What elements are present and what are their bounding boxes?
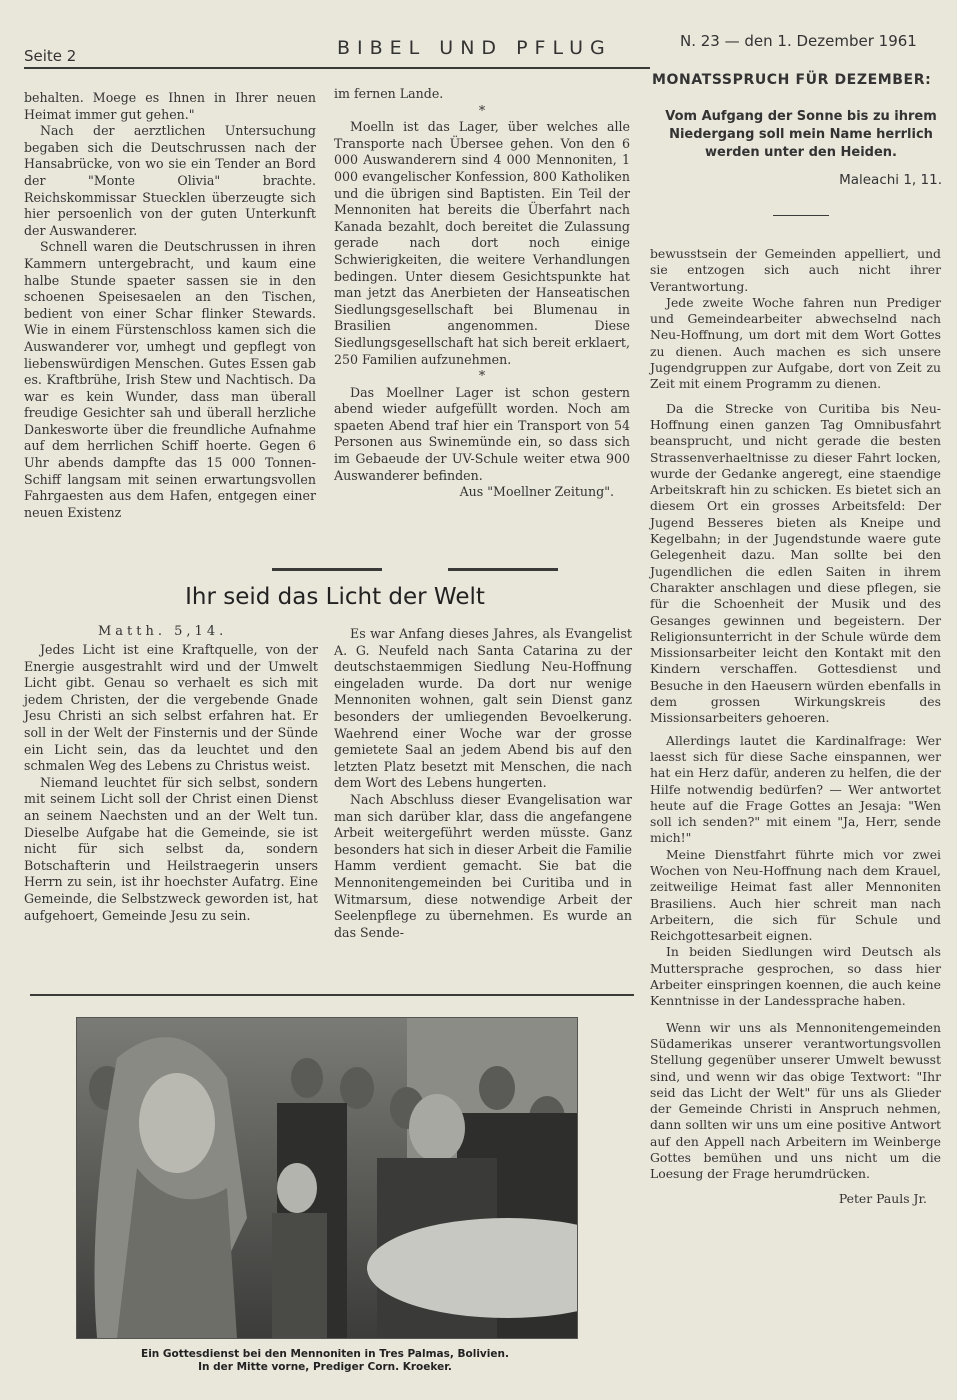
article-headline: Ihr seid das Licht der Welt [185, 584, 485, 610]
paragraph: Schnell waren die Deutschrussen in ihren Kammern untergebracht, und kaum eine halbe Stunde spaeter sassen sie in den schoenen Speisesaelen an den Tischen, bedient von einer Schar flinker Stewards. Wie in einem Fürstenschloss kamen sich die Auswanderer vor, umhegt und gepflegt von liebenswürdigen Menschen. Gutes Essen gab es. Kraftbrühe, Irish Stew und Nachtisch. Da war es kein Wunder, dass man überall freudige Gesichter sah und überall herzliche Dankesworte über die freundliche Aufnahme auf dem herrlichen Schiff hoerte. Gegen 6 Uhr abends dampfte das 15 000 Tonnen-Schiff langsam mit seinen erwartungsvollen Fahrgaesten aus dem Hafen, entgegen einer neuen Existenz [24, 239, 316, 520]
paragraph: behalten. Moege es Ihnen in Ihrer neuen Heimat immer gut gehen." [24, 90, 316, 122]
headline-rule-right [448, 568, 558, 571]
paragraph: In beiden Siedlungen wird Deutsch als Muttersprache gesprochen, so dass hier Arbeiter einspringen koennen, die auch keine Kenntnisse in der Landessprache haben. [650, 944, 941, 1009]
paragraph: im fernen Lande. [334, 86, 444, 101]
paragraph: Da die Strecke von Curitiba bis Neu-Hoffnung einen ganzen Tag Omnibusfahrt beansprucht, und nicht gerade die besten Strassenverhaeltnisse zu dieser Fahrt locken, wurde der Gedanke angeregt, eine staendige Arbeitskraft hin zu schicken. Es bietet sich an diesem Ort ein grosses Arbeitsfeld: Der Jugend Besseres bieten als Kneipe und Kegelbahn; in der Jugendstunde waere gute Gelegenheit dazu. Man sollte bei den Jugendlichen die edlen Saiten in ihrem Charakter anschlagen und diese pflegen, sie für die Schoenheit der Musik und des Gesanges gewinnen und begeistern. Der Religionsunterricht in der Schule würde dem Missionsarbeiter leicht den Kontakt mit den Kindern verschaffen. Gottesdienst und Besuche in den Haeusern würden ebenfalls in dem grossen Wirkungskreis des Missionsarbeiters gehoeren. [650, 400, 941, 726]
paragraph: Meine Dienstfahrt führte mich vor zwei Wochen von Neu-Hoffnung nach dem Krauel, zeitweilige Heimat fast aller Mennoniten Brasiliens. Auch hier schreit man nach Arbeitern, die sich für Schule und Reichgottesarbeit eignen. [650, 846, 941, 944]
caption-line-2: In der Mitte vorne, Prediger Corn. Kroeker. [198, 1361, 452, 1373]
top-middle-column [334, 86, 630, 501]
header-rule [24, 67, 650, 69]
photo-caption [60, 1348, 590, 1374]
monthly-verse-reference: Maleachi 1, 11. [839, 172, 942, 188]
paragraph: Jedes Licht ist eine Kraftquelle, von der Energie ausgestrahlt wird und der Umwelt Licht gibt. Genau so verhaelt es sich mit jedem Christen, der die vergebende Gnade Jesu Christi an sich selbst erfahren hat. Er soll in der Welt der Finsternis und der Sünde ein Licht sein, das da leuchtet und den schmalen Weg des Lebens zu Christus weist. [24, 642, 318, 774]
church-service-photo [76, 1017, 578, 1339]
separator-star: * [478, 102, 486, 118]
photo-illustration [77, 1018, 577, 1338]
paragraph: Niemand leuchtet für sich selbst, sondern mit seinem Licht soll der Christ einen Dienst an seinem Naechsten und an der Welt tun. Dieselbe Aufgabe hat die Gemeinde, sie ist nicht für sich selbst da, sondern Botschafterin und Heilstraegerin unsers Herrn zu sein, ist ihr hoechster Aufatrg. Eine Gemeinde, die Selbstzweck geworden ist, hat aufgehoert, Gemeinde Jesu zu sein. [24, 774, 318, 923]
monthly-verse-text: Vom Aufgang der Sonne bis zu ihrem Niedergang soll mein Name herrlich werden unter den Heiden. [665, 109, 937, 160]
paragraph: Es war Anfang dieses Jahres, als Evangelist A. G. Neufeld nach Santa Catarina zu der deutschstaemmigen Siedlung Neu-Hoffnung eingeladen wurde. Da dort nur wenige Mennoniten wohnen, galt sein Dienst ganz besonders der umliegenden Bevoelkerung. Waehrend einer Woche war der grosse gemietete Saal an jedem Abend bis auf den letzten Platz besetzt mit Menschen, die nach dem Wort des Lebens hungerten. [334, 626, 632, 791]
short-divider [773, 215, 829, 216]
source-credit: Aus "Moellner Zeitung". [459, 484, 614, 500]
author-signature: Peter Pauls Jr. [838, 1190, 927, 1206]
paragraph: bewusstsein der Gemeinden appelliert, und sie entzogen sich auch nicht ihrer Verantwortung. [650, 246, 941, 294]
article-right-column [650, 246, 941, 1207]
paragraph: Wenn wir uns als Mennonitengemeinden Südamerikas unserer verantwortungsvollen Stellung gegenüber unserer Umwelt bewusst sind, und wenn wir das obige Textwort: "Ihr seid das Licht der Welt" für uns als Glieder der Gemeinde Christi in Anspruch nehmen, dann sollten wir uns um eine positive Antwort auf den Appell nach Arbeitern im Weinberge Gottes bemühen und uns nicht um die Loesung der Frage herumdrücken. [650, 1019, 941, 1182]
paragraph: Nach der aerztlichen Untersuchung begaben sich die Deutschrussen nach der Hansabrücke, von wo sie ein Tender an Bord der "Monte Olivia" brachte. Reichskommissar Stuecklen überzeugte sich hier persoenlich von der guten Unterkunft der Auswanderer. [24, 123, 316, 238]
photo-top-rule [30, 994, 634, 996]
caption-line-1: Ein Gottesdienst bei den Mennoniten in Tres Palmas, Bolivien. [141, 1348, 509, 1360]
article-middle-column [334, 626, 632, 941]
separator-star: * [478, 368, 486, 384]
paragraph: Allerdings lautet die Kardinalfrage: Wer laesst sich für diese Sache einspannen, wer hat ein Herz dafür, anderen zu helfen, die der Hilfe notwendig bedürfen? — Wer antwortet heute auf die Frage Gottes an Jesaja: "Wen soll ich senden?" mit einem "Ja, Herr, sende mich!" [650, 732, 941, 846]
page-number: Seite 2 [24, 47, 77, 65]
issue-date: N. 23 — den 1. Dezember 1961 [680, 32, 917, 50]
top-left-column [24, 90, 316, 521]
bible-reference: Matth. 5,14. [98, 624, 228, 639]
paragraph: Nach Abschluss dieser Evangelisation war man sich darüber klar, dass die angefangene Arbeit weitergeführt werden müsste. Ganz besonders hat sich in dieser Arbeit die Familie Hamm verdient gemacht. Sie bat die Mennonitengemeinden bei Curitiba und in Witmarsum, diese notwendige Arbeit der Seelenpflege zu übernehmen. Es wurde an das Sende- [334, 791, 632, 940]
paragraph: Das Moellner Lager ist schon gestern abend wieder aufgefüllt worden. Noch am spaeten Abend traf hier ein Transport von 54 Personen aus Swinemünde ein, so dass sich im Gebaeude der UV-Schule weiter etwa 900 Auswanderer befinden. [334, 384, 630, 483]
headline-rule-left [272, 568, 382, 571]
monthly-verse-heading: MONATSSPRUCH FÜR DEZEMBER: [652, 72, 932, 88]
masthead-title: BIBEL UND PFLUG [337, 37, 612, 59]
paragraph: Moelln ist das Lager, über welches alle Transporte nach Übersee gehen. Von den 6 000 Auswanderern sind 4 000 Mennoniten, 1 000 evangelischer Konfession, 800 Katholiken und die übrigen sind Baptisten. Ein Teil der Mennoniten hat bereits die Überfahrt nach Kanada bezahlt, doch bereitet die Zulassung gerade nach dort noch einige Schwierigkeiten, die weitere Verhandlungen bedingen. Unter diesem Gesichtspunkte hat man jetzt das Anerbieten der Hanseatischen Siedlungsgesellschaft bei Blumenau in Brasilien angenommen. Diese Siedlungsgesellschaft hat sich bereit erklaert, 250 Familien aufzunehmen. [334, 119, 630, 367]
paragraph: Jede zweite Woche fahren nun Prediger und Gemeindearbeiter abwechselnd nach Neu-Hoffnung, um dort mit dem Wort Gottes zu dienen. Auch machen es sich unsere Jugendgruppen zur Aufgabe, dort von Zeit zu Zeit mit einem Programm zu dienen. [650, 294, 941, 392]
article-left-column [24, 642, 318, 924]
